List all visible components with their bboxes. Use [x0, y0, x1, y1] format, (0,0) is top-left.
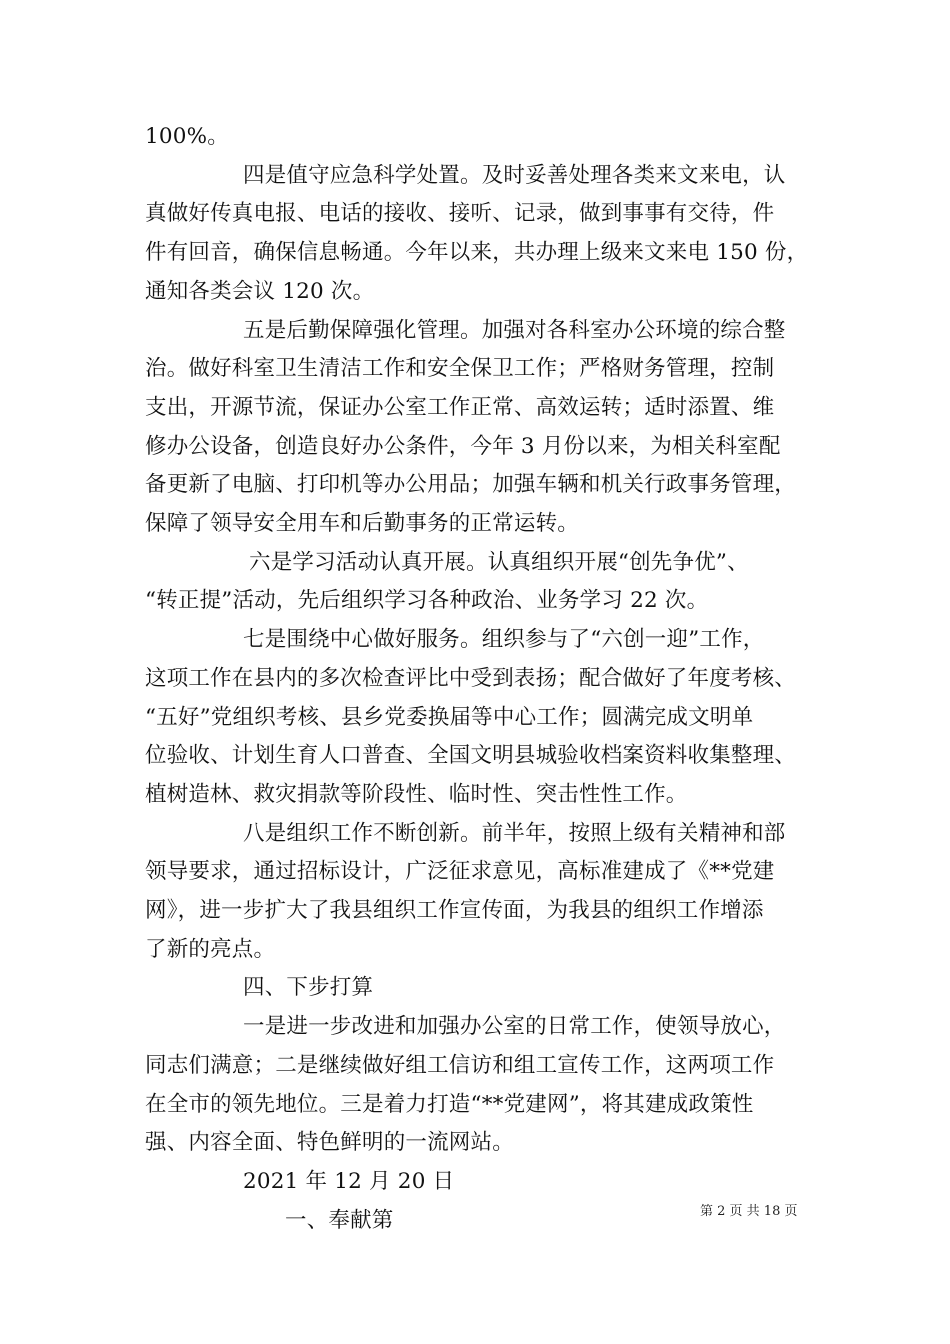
page-number-footer: 第 2 页 共 18 页: [700, 1204, 798, 1219]
section-heading-dedication: 一、奉献第: [285, 1207, 394, 1233]
document-body: [145, 118, 825, 1240]
paragraph-continuation: 100%。: [145, 124, 229, 149]
paragraph-item-7: 七是围绕中心做好服务。组织参与了“六创一迎”工作， 这项工作在县内的多次检查评比中受到表扬；配合做好了年度考核、 “五好”党组织考核、县乡党委换届等中心工作；圆满完成文明单 位验收、计划生育人口普查、全国文明县城验收档案资料收集整理、 植树造林、救灾捐款等阶段性、临时性、突击性性工作。: [145, 627, 797, 807]
paragraph-item-5: 五是后勤保障强化管理。加强对各科室办公环境的综合整 治。做好科室卫生清洁工作和安全保卫工作；严格财务管理，控制 支出，开源节流，保证办公室工作正常、高效运转；适时添置、维 修办公设备，创造良好办公条件，今年 3 月份以来，为相关科室配 备更新了电脑、打印机等办公用品；加强车辆和机关行政事务管理， 保障了领导安全用车和后勤事务的正常运转。: [145, 317, 797, 537]
paragraph-item-8: 八是组织工作不断创新。前半年，按照上级有关精神和部 领导要求，通过招标设计，广泛征求意见，高标准建成了《**党建 网》，进一步扩大了我县组织工作宣传面，为我县的组织工作增添 了新的亮点。: [145, 820, 786, 962]
paragraph-item-6: 六是学习活动认真开展。认真组织开展“创先争优”、 “转正提”活动，先后组织学习各种政治、业务学习 22 次。: [145, 549, 749, 614]
paragraph-next-steps: 一是进一步改进和加强办公室的日常工作，使领导放心， 同志们满意；二是继续做好组工信访和组工宣传工作，这两项工作 在全市的领先地位。三是着力打造“**党建网”，将其建成政策性 强、内容全面、特色鲜明的一流网站。: [145, 1014, 786, 1156]
paragraph-item-4: 四是值守应急科学处置。及时妥善处理各类来文来电，认 真做好传真电报、电话的接收、接听、记录，做到事事有交待，件 件有回音，确保信息畅通。今年以来，共办理上级来文来电 150 份， 通知各类会议 120 次。: [145, 162, 809, 304]
section-heading-next-steps: 四、下步打算: [243, 975, 374, 1001]
document-date: 2021 年 12 月 20 日: [243, 1168, 455, 1194]
